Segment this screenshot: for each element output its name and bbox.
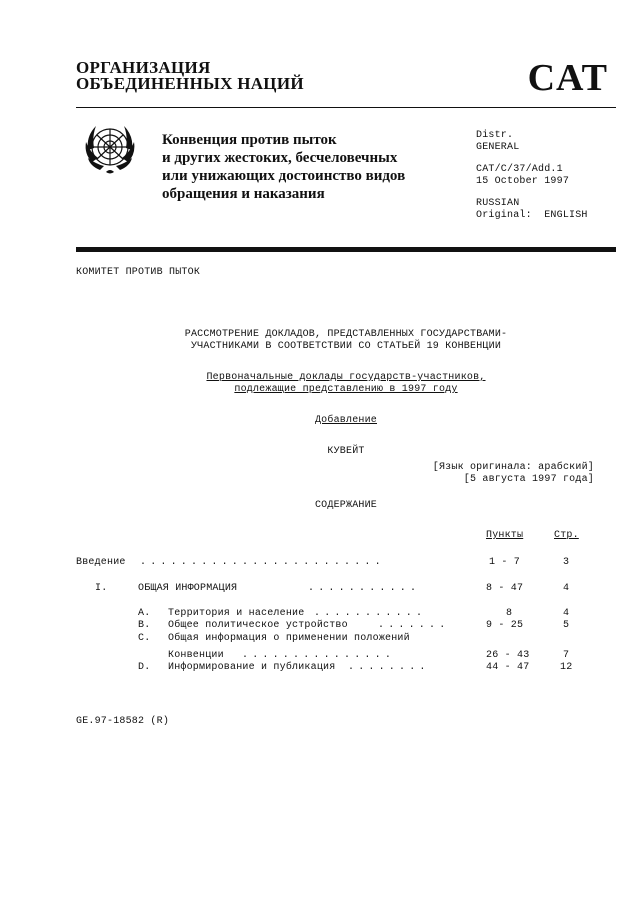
toc-page: 4	[563, 608, 570, 619]
addendum-wrap	[76, 415, 616, 427]
toc-title: Введение	[76, 557, 126, 568]
toc-paragraphs: 8 - 47	[486, 583, 524, 594]
toc-number: C.	[138, 633, 151, 644]
subtitle-line-1: Первоначальные доклады государств-участников,	[206, 372, 486, 383]
distr-label: Distr.	[476, 130, 514, 141]
toc-leader-dots: .......	[378, 620, 450, 631]
toc-number: D.	[138, 662, 151, 673]
convention-line-3: или унижающих достоинство видов	[162, 168, 406, 184]
document-metadata	[476, 130, 588, 222]
original-language-note: [Язык оригинала: арабский]	[432, 462, 594, 473]
toc-column-paragraphs: Пункты	[486, 530, 524, 541]
toc-row[interactable]	[76, 557, 616, 569]
addendum-label: Добавление	[314, 415, 377, 426]
header-bottom-rule	[76, 247, 616, 252]
original-date-note: [5 августа 1997 года]	[463, 474, 594, 485]
document-series-symbol: CAT	[527, 57, 608, 99]
convention-line-1: Конвенция против пыток	[162, 132, 337, 148]
toc-title: Территория и население	[168, 608, 305, 619]
toc-number: A.	[138, 608, 151, 619]
document-date: 15 October 1997	[476, 176, 570, 187]
organization-name	[76, 60, 304, 92]
convention-title	[162, 131, 405, 203]
subtitle-line-1-wrap	[76, 372, 616, 384]
toc-paragraphs: 44 - 47	[486, 662, 530, 673]
toc-title: Конвенции	[168, 650, 224, 661]
document-symbol: CAT/C/37/Add.1	[476, 164, 563, 175]
toc-page: 7	[563, 650, 570, 661]
toc-row[interactable]	[76, 608, 616, 620]
toc-leader-dots: ........	[348, 662, 430, 673]
convention-line-2: и других жестоких, бесчеловечных	[162, 150, 398, 166]
country-name: КУВЕЙТ	[327, 446, 365, 457]
report-title-line-2: УЧАСТНИКАМИ В СООТВЕТСТВИИ СО СТАТЬЕЙ 19 КОНВЕНЦИИ	[190, 341, 502, 352]
toc-page: 12	[560, 662, 573, 673]
committee-name: КОМИТЕТ ПРОТИВ ПЫТОК	[76, 267, 201, 278]
toc-paragraphs: 1 - 7	[489, 557, 521, 568]
toc-row[interactable]	[76, 633, 616, 645]
distr-value: GENERAL	[476, 142, 520, 153]
un-emblem-icon	[80, 118, 140, 178]
toc-number: I.	[95, 583, 108, 594]
toc-leader-dots: ...............	[242, 650, 396, 661]
toc-title: ОБЩАЯ ИНФОРМАЦИЯ	[138, 583, 238, 594]
document-language: RUSSIAN	[476, 198, 520, 209]
toc-column-page: Стр.	[554, 530, 579, 541]
toc-row[interactable]	[76, 583, 616, 595]
toc-paragraphs: 26 - 43	[486, 650, 530, 661]
toc-leader-dots: ...........	[314, 608, 427, 619]
org-line-2: ОБЪЕДИНЕННЫХ НАЦИЙ	[76, 74, 304, 93]
convention-line-4: обращения и наказания	[162, 186, 325, 202]
org-line-1: ОРГАНИЗАЦИЯ	[76, 58, 211, 77]
toc-page: 4	[563, 583, 570, 594]
toc-number: B.	[138, 620, 151, 631]
subtitle-line-2-wrap	[76, 384, 616, 396]
toc-page: 5	[563, 620, 570, 631]
toc-title: Общее политическое устройство	[168, 620, 348, 631]
contents-heading: СОДЕРЖАНИЕ	[314, 500, 377, 511]
job-number: GE.97-18582 (R)	[76, 716, 170, 727]
toc-leader-dots: ...........	[308, 583, 421, 594]
toc-row[interactable]	[76, 650, 616, 662]
toc-row[interactable]	[76, 662, 616, 674]
original-language: Original: ENGLISH	[476, 210, 588, 221]
toc-row[interactable]	[76, 620, 616, 632]
toc-page: 3	[563, 557, 570, 568]
toc-paragraphs: 9 - 25	[486, 620, 524, 631]
toc-title: Общая информация о применении положений	[168, 633, 410, 644]
header-divider	[76, 107, 616, 108]
subtitle-line-2: подлежащие представлению в 1997 году	[234, 384, 458, 395]
report-title-line-1: РАССМОТРЕНИЕ ДОКЛАДОВ, ПРЕДСТАВЛЕННЫХ ГОСУДАРСТВАМИ-	[184, 329, 508, 340]
toc-title: Информирование и публикация	[168, 662, 336, 673]
toc-paragraphs: 8	[506, 608, 513, 619]
toc-header	[76, 530, 616, 542]
toc-leader-dots: ........................	[140, 557, 385, 568]
